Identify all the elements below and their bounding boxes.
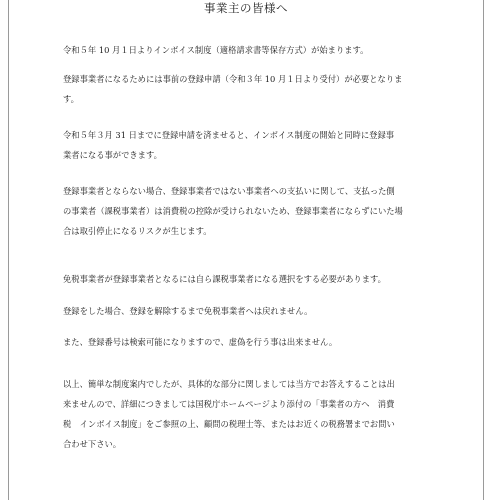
paragraph-non-registration-risk <box>63 181 451 241</box>
paragraph-searchable-number <box>63 332 451 352</box>
document-page <box>8 0 484 500</box>
paragraph-line: 来ませんので、詳細につきましては国税庁ホームページより添付の「事業者の方へ 消費 <box>63 399 395 409</box>
paragraph-line: 登録をした場合、登録を解除するまで免税事業者へは戻れません。 <box>63 306 313 316</box>
paragraph-line: の事業者（課税事業者）は消費税の控除が受けられないため、登録事業者にならずにいた場 <box>63 206 403 216</box>
paragraph-closing-note <box>63 374 451 454</box>
paragraph-line: 免税事業者が登録事業者となるには自ら課税事業者になる選択をする必要があります。 <box>63 274 386 284</box>
paragraph-line: 以上、簡単な制度案内でしたが、具体的な部分に関しましては当方でお答えすることは出 <box>63 379 395 389</box>
paragraph-line: 業者になる事ができます。 <box>63 150 162 160</box>
paragraph-cancellation <box>63 301 451 321</box>
paragraph-registration-required <box>63 69 451 109</box>
paragraph-line: 登録事業者になるためには事前の登録申請（令和３年 10 月１日より受付）が必要となりま <box>63 74 403 84</box>
paragraph-line: 令和５年 10 月１日よりインボイス制度（適格請求書等保存方式）が始まります。 <box>63 45 369 55</box>
paragraph-line: 合わせ下さい。 <box>63 439 122 449</box>
paragraph-line: 合は取引停止になるリスクが生じます。 <box>63 226 212 236</box>
paragraph-line: す。 <box>63 94 79 104</box>
paragraph-registration-deadline <box>63 125 451 165</box>
paragraph-line: 税 インボイス制度」をご参照の上、顧問の税理士等、またはお近くの税務署までお問い <box>63 419 395 429</box>
paragraph-exempt-business <box>63 269 451 289</box>
paragraph-line: また、登録番号は検索可能になりますので、虚偽を行う事は出来ません。 <box>63 337 338 347</box>
paragraph-line: 登録事業者とならない場合、登録事業者ではない事業者への支払いに関して、支払った側 <box>63 186 395 196</box>
paragraph-line: 令和５年３月 31 日までに登録申請を済ませると、インボイス制度の開始と同時に登録事 <box>63 130 395 140</box>
paragraph-invoice-start <box>63 40 451 60</box>
document-title: 事業主の皆様へ <box>204 1 288 15</box>
